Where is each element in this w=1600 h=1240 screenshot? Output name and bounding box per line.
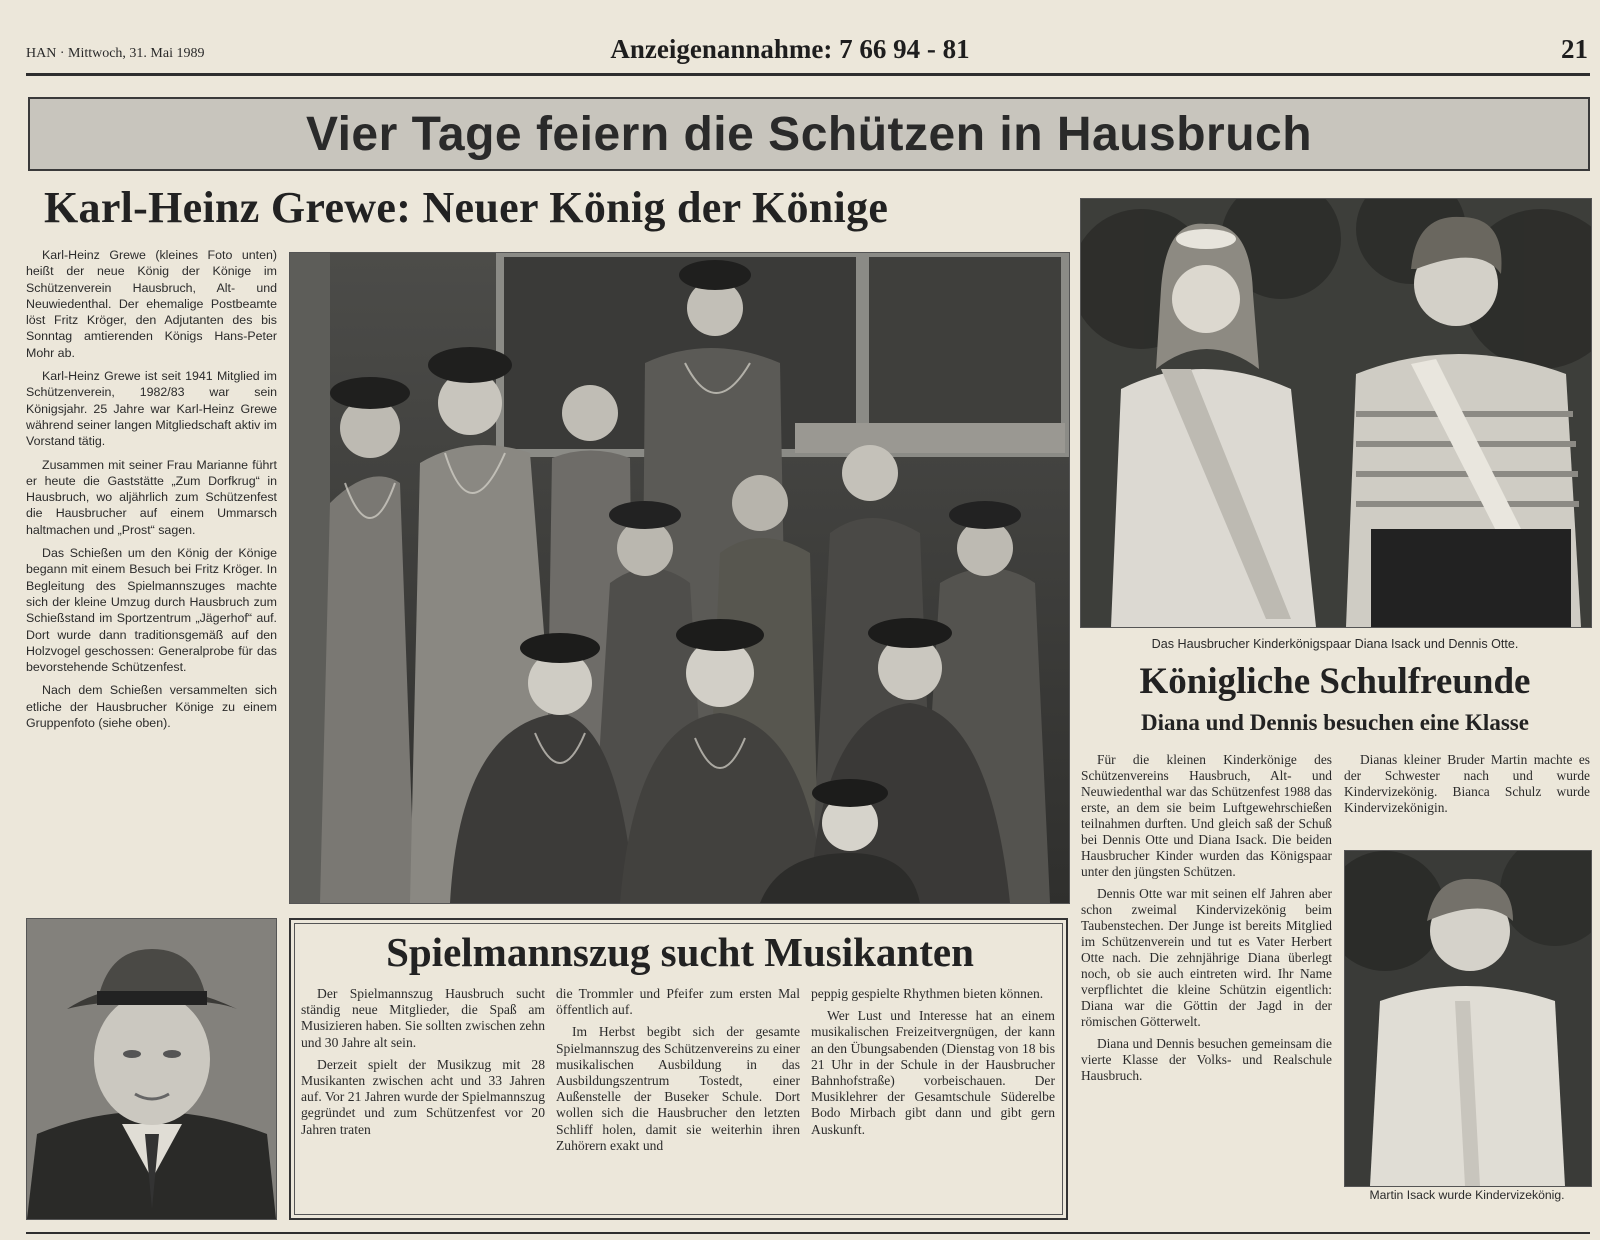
schulfreunde-paragraph: Diana und Dennis besuchen gemeinsam die vierte Klasse der Volks- und Realschule Hausbruch.: [1081, 1036, 1332, 1083]
banner-headline: Vier Tage feiern die Schützen in Hausbruch: [305, 107, 1313, 161]
martin-isack-photo: [1344, 850, 1592, 1187]
masthead-rule: [26, 73, 1590, 76]
group-photo: [289, 252, 1070, 904]
masthead-left: HAN · Mittwoch, 31. Mai 1989: [26, 46, 205, 61]
spielmannszug-paragraph: Derzeit spielt der Musikzug mit 28 Musikanten zwischen acht und 33 Jahren auf. Vor 21 Jahren wurde der Spielmannszug gegründet und zum Schützenfest vor 20 Jahren traten: [301, 1056, 545, 1137]
banner: [28, 97, 1590, 171]
spielmannszug-col2: [556, 986, 800, 1160]
children-royal-couple-photo: [1080, 198, 1592, 628]
spielmannszug-col3: [811, 986, 1055, 1144]
spielmannszug-paragraph: Wer Lust und Interesse hat an einem musikalischen Freizeitvergnügen, der kann an den Übungsabenden (Dienstag von 18 bis 21 Uhr in der Schule in der Hausbrucher Bahnhofstraße) vorbeischauen. Der Musiklehrer der Gesamtschule Süderelbe Bodo Mirbach gibt dann und gibt gern Auskunft.: [811, 1008, 1055, 1137]
main-article-body: [26, 247, 277, 738]
schulfreunde-headline: Königliche Schulfreunde: [1139, 661, 1531, 702]
spielmannszug-paragraph: peppig gespielte Rhythmen bieten können.: [811, 986, 1044, 1001]
main-headline: Karl-Heinz Grewe: Neuer König der Könige: [44, 183, 889, 232]
schulfreunde-paragraph: Dennis Otte war mit seinen elf Jahren aber schon zweimal Kindervizekönig beim Taubenstechen. Der Junge ist bereits Mitglied im Schützenverein und tut es Vater Herbert Otte nach. Die zehnjährige Diana überlegt noch, ob sie auch eintreten wird. Ihr Name verpflichtet die kleine Schützin eigentlich: Diana war die Göttin der Jagd in der römischen Götterwelt.: [1081, 886, 1332, 1029]
main-paragraph: Zusammen mit seiner Frau Marianne führt er heute die Gaststätte „Zum Dorfkrug“ in Hausbruch, wo aljährlich zum Schützenfest die Hausbrucher auf einem Ummarsch haltmachen und „Prost“ sagen.: [26, 457, 277, 537]
schulfreunde-col2: [1344, 752, 1590, 822]
schulfreunde-subheadline: Diana und Dennis besuchen eine Klasse: [1141, 710, 1529, 735]
martin-caption: Martin Isack wurde Kindervizekönig.: [1369, 1188, 1565, 1202]
spielmannszug-col1: [301, 986, 545, 1144]
schulfreunde-paragraph: Für die kleinen Kinderkönige des Schützenvereins Hausbruch, Alt- und Neuwiedenthal war das Schützenfest 1988 das erste, an dem sie beim Luftgewehrschießen teilnahmen durften. Und gleich saß der Schuß bei Dennis Otte und Diana Isack. Die beiden Hausbrucher Kinder wurden das Königspaar unter den jüngsten Schützen.: [1081, 752, 1332, 879]
main-paragraph: Das Schießen um den König der Könige begann mit einem Besuch bei Fritz Kröger. In Begleitung des Spielmannszuges machte sich der kleine Umzug durch Hausbruch zum Schießstand im Sportzentrum „Jägerhof“ auf. Dort wurde dann traditionsgemäß auf den Holzvogel geschossen: Generalprobe für das bevorstehende Schützenfest.: [26, 546, 277, 675]
masthead-ad-phone: Anzeigenannahme: 7 66 94 - 81: [610, 34, 970, 64]
spielmannszug-paragraph: Im Herbst begibt sich der gesamte Spielmannszug des Schützenvereins zu einer musikalischen Ausbildung in das Ausbildungszentrum Tostedt, einer Außenstelle der Buseker Schule. Dort wollen sich die Hausbrucher den letzten Schliff holen, damit sie weiterhin ihren Zuhörern exakt und: [556, 1024, 800, 1153]
karl-heinz-grewe-portrait: [26, 918, 277, 1220]
spielmannszug-paragraph: Der Spielmannszug Hausbruch sucht ständig neue Mitglieder, die Spaß am Musizieren haben. Sie sollten zwischen zehn und 30 Jahre alt sein.: [301, 986, 545, 1050]
page-number: 21: [1561, 34, 1588, 64]
schulfreunde-col1: [1081, 752, 1332, 1090]
main-paragraph: Karl-Heinz Grewe (kleines Foto unten) heißt der neue König der Könige im Schützenverein Hausbruch, Alt- und Neuwiedenthal. Der ehemalige Postbeamte löst Fritz Kröger, den Adjutanten des bis Sonntag amtierenden Königs Hans-Peter Mohr ab.: [26, 248, 277, 360]
spielmannszug-paragraph: die Trommler und Pfeifer zum ersten Mal öffentlich auf.: [556, 986, 800, 1018]
main-paragraph: Nach dem Schießen versammelten sich etliche der Hausbrucher Könige zu einem Gruppenfoto (siehe oben).: [26, 683, 277, 731]
children-photo-caption: Das Hausbrucher Kinderkönigspaar Diana Isack und Dennis Otte.: [1151, 637, 1519, 651]
spielmannszug-headline: Spielmannszug sucht Musikanten: [386, 929, 974, 975]
schulfreunde-paragraph: Dianas kleiner Bruder Martin machte es der Schwester nach und wurde Kindervizekönig. Bianca Schulz wurde Kindervizekönigin.: [1344, 752, 1590, 815]
bottom-rule: [26, 1232, 1590, 1234]
main-paragraph: Karl-Heinz Grewe ist seit 1941 Mitglied im Schützenverein, 1982/83 war sein Königsjahr. 25 Jahre war Karl-Heinz Grewe während seiner langen Mitgliedschaft aktiv im Vorstand tätig.: [26, 369, 277, 449]
